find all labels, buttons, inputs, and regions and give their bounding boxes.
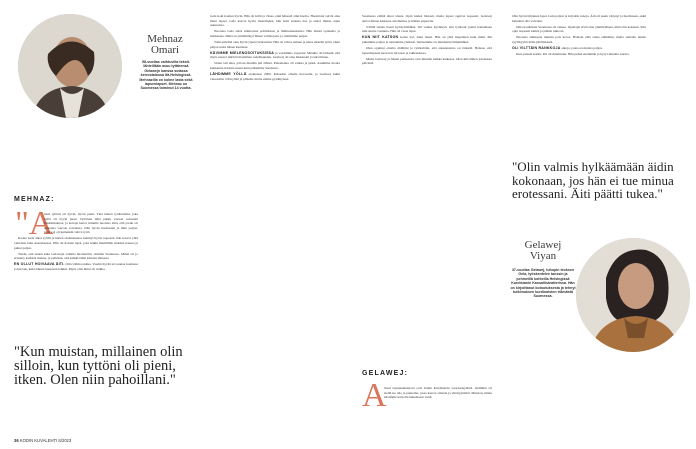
name-line-2: Viyan (529, 250, 557, 262)
section-header-gelawej: GELAWEJ: (362, 370, 409, 377)
paragraph: Gela koki koulun hyvin. Hän oli kiltti ja viisas, eikä hänestä ollut huolta. Huomioni veivät aina muut lapset. Gela kasvoi hyvin itsenäiseksi, hän hoiti asiansa itse ja auttoi minua arjen askareissa. (210, 14, 340, 28)
subheading-text: Gelaa nyt, näen itseni. Hän on yhtä itsepäinen kuin minä. Me puhumme paljon ja nauramme yhdessä. Suhteemme on muuttunut lämpimäksi. (362, 35, 492, 44)
paragraph (362, 35, 492, 44)
subheading-text: elokuussa 2000. Ratsastin omalla hevosella, ja Gelawej kulki vieressäni. Oli kylmä ja pimeää, mutta emme pysähtyneet. (210, 72, 340, 81)
bio-mehnaz: 58-vuotias vaihtuvilla teksti-lähteillään asuu tyttärensä Gelawejn kanssa sotassa kerrostalossa Itä-Helsingissä. Mehnazilla on kolme lasta sekä lapsenlapset. Mehnaz on Suomessa toiminut 14 vuotta. (139, 60, 193, 91)
paragraph: rheat lapsuusmuistoni ovat Iranin Kurdistanin vuoristokylästä. Äidilläni oli siellä iso talo ja puutarha, jossa kasvoi omenia ja viinirypäleitä. Muistan, miten kävimme kaivolla hakemassa vettä. (384, 386, 492, 400)
paragraph: Oma koulutieni Suomessa oli vaikea. Opettajat eivät aina ymmärtäneet, mitä olin kokenut. Silti opin nopeasti kielen ja pääsin lukioon. (512, 24, 646, 34)
name-gelawej (510, 240, 576, 262)
drop-cap-1: "A (15, 205, 54, 242)
portrait-gelawej (576, 238, 690, 352)
paragraph: Mutta Gelawej ja hänen perheensä ovat minulle kaikki kaikessa. Olen kiitollinen jokaisesta päivästä. (362, 56, 492, 66)
paragraph: Nuorena aikuisena muutin pois kotoa. Halusin elää omaa elämääni, mutta samalla tunsin syyllisyyttä äidin jättämisestä. (512, 35, 646, 44)
section-header-mehnaz: MEHNAZ: (14, 196, 55, 203)
portrait-mehnaz-image (18, 14, 122, 118)
subheading: KÄVIMME MIELENOSOITUKSISSA (210, 50, 275, 55)
subheading: KUN NIIT KATSON (362, 35, 399, 40)
name-mehnaz (135, 34, 195, 56)
paragraph: Koska Gela alkoi syödä ja hänen olemuksensa kehittyi hyvin nopeasti, hän kasvoi yhtä vahvaksi kuin sisaruksensa. Hän oli iloinen lapsi, joka leikki mielellään muiden kanssa ja puhui paljon. (14, 236, 138, 250)
name-line-1: Mehnaz (147, 33, 183, 45)
column-1 (14, 205, 138, 273)
column-3-gelawej (362, 386, 492, 401)
paragraph: Kun palasin kotiin, äiti oli muuttunut. Hän puhui enemmän ja kysyi minulta asioita. (516, 52, 630, 57)
paragraph: Olen oppinut omalta äidiltäni ja tyttäreltäni, että anteeksianto on tärkeää. Haluan, että lapsenlapseni kasvavat turvassa ja rakkaudessa. (362, 46, 492, 55)
paragraph (210, 51, 340, 60)
subheading-text: aikoja, joista en muista paljon. (561, 46, 603, 51)
paragraph: Olin hyvin hiljainen lapsi. Luin paljon ja kirjoitin runoja. Äiti oli usein väsynyt ja huolissaan, enkä halunnut olla vaivaksi. (512, 14, 646, 23)
subheading: LÄHDIMME YÖLLÄ (210, 72, 247, 77)
paragraph: Sitten tuli aika, jolloin meidän piti lähteä. Pakomatka oli vaikea ja pitkä. Asuimme monta kuukautta leirissä ennen kuin pääsimme Suomeen. (210, 61, 340, 70)
page-footer (14, 438, 71, 443)
column-3 (362, 14, 492, 67)
paragraph: Suomessa elämä alkoi alusta. Opin kielen hitaasti, mutta lapset oppivat nopeasti. Gelawej auttoi minua kaikessa asioinnissa ja käänsi papereita. (362, 14, 492, 23)
subheading: OLI VILTTÄIN RANKKOJA (512, 46, 561, 51)
name-line-1: Gelawej (524, 239, 562, 251)
pull-quote-2: "Olin valmis hylkäämään äidin kokonaan, jos hän ei tue minua erotessani. Äiti päätti tukea." (512, 159, 674, 201)
subheading: EN OLLUT HOIVAAVA ÄITI. (14, 262, 65, 267)
paragraph (512, 46, 646, 51)
column-2 (210, 14, 340, 83)
pull-quote-1: "Kun muistan, millainen olin silloin, kun tyttöni oli pieni, itken. Olen niin pahoillani." (14, 344, 183, 388)
page-number: 36 (14, 438, 19, 443)
magazine-name: KODIN KUVALEHTI 8/2023 (19, 438, 72, 443)
paragraph (210, 72, 340, 81)
paragraph: Välillä tunsin itseni hyödyttömäksi. Oli vaikea hyväksyä, että tyttäreni joutui kantamaan niin suurta vastuuta. Hän oli vasta lapsi. (362, 24, 492, 34)
name-line-2: Omari (150, 44, 180, 56)
portrait-gelawej-image (576, 238, 690, 352)
portrait-mehnaz (18, 14, 122, 118)
paragraph: Nuorena Gela alkoi kiinnostua politiikasta ja ihmisoikeuksista. Hän halusi opiskella ja matkustaa. Minä en ymmärtänyt hänen valintojaan, ja riitelimme paljon. (210, 29, 340, 38)
paragraph: lussi tyttöni oli hyvin, hyvin pieni. Yksi hänen tyttärentäni, joka kyllä oli hyvin pieni. Tyttäreni mitä pikku vauvan sairaalan henkilökuntaa, ja hoitaja kertoi minulle nuorena siitä, että jotain oli erikoista vauvan voinnissa. Olin hyvin huolissani ja itkin paljon. Gelawej oli kuitenkin vahva tyttö. (44, 212, 138, 235)
column-4 (512, 14, 646, 58)
paragraph: Tiesin, että ennen kuin Gelawejn vamma huomattiin, olimme Suomessa. Minut oli jo eristetty kaikista muista, ja pelkäsin, että kaikki tämä johtuisi minusta. (14, 251, 138, 261)
bio-gelawej: 37-vuotias Gelawej, tuhopin teoksen Gela, työskentelee tanssin ja pehmeillä kohteilla Helsingissä Kurdistanin Kansallisteatterissa. Hän on kirjoittanut kotoutuksesta ja tehnyt tutkimuksen kurdinaisten elämästä Suomessa. (510, 268, 576, 299)
subheading-text: Olin vähän rankka. Vaadin hyvää arvosanaa koulussa ja kerroin, kuka hänen kanssaan leikkii. Myös oma äitini oli tiukka. (14, 262, 138, 272)
paragraph: Tänä päivänä olen hyvin ylpeä tyttärestäni. Hän on vahva nainen ja tekee tärkeää työtä. Opin paljon uutta hänen kauttaan. (210, 39, 340, 49)
drop-cap-2: A (362, 377, 387, 414)
subheading-text: ja vaadimme vapautta. Minulle oli tärkeää, että myös nuoret näkivät maailman todellisuuden. Gelawej oli aina mukanani ja tuki minua. (210, 50, 340, 60)
paragraph (14, 262, 138, 271)
